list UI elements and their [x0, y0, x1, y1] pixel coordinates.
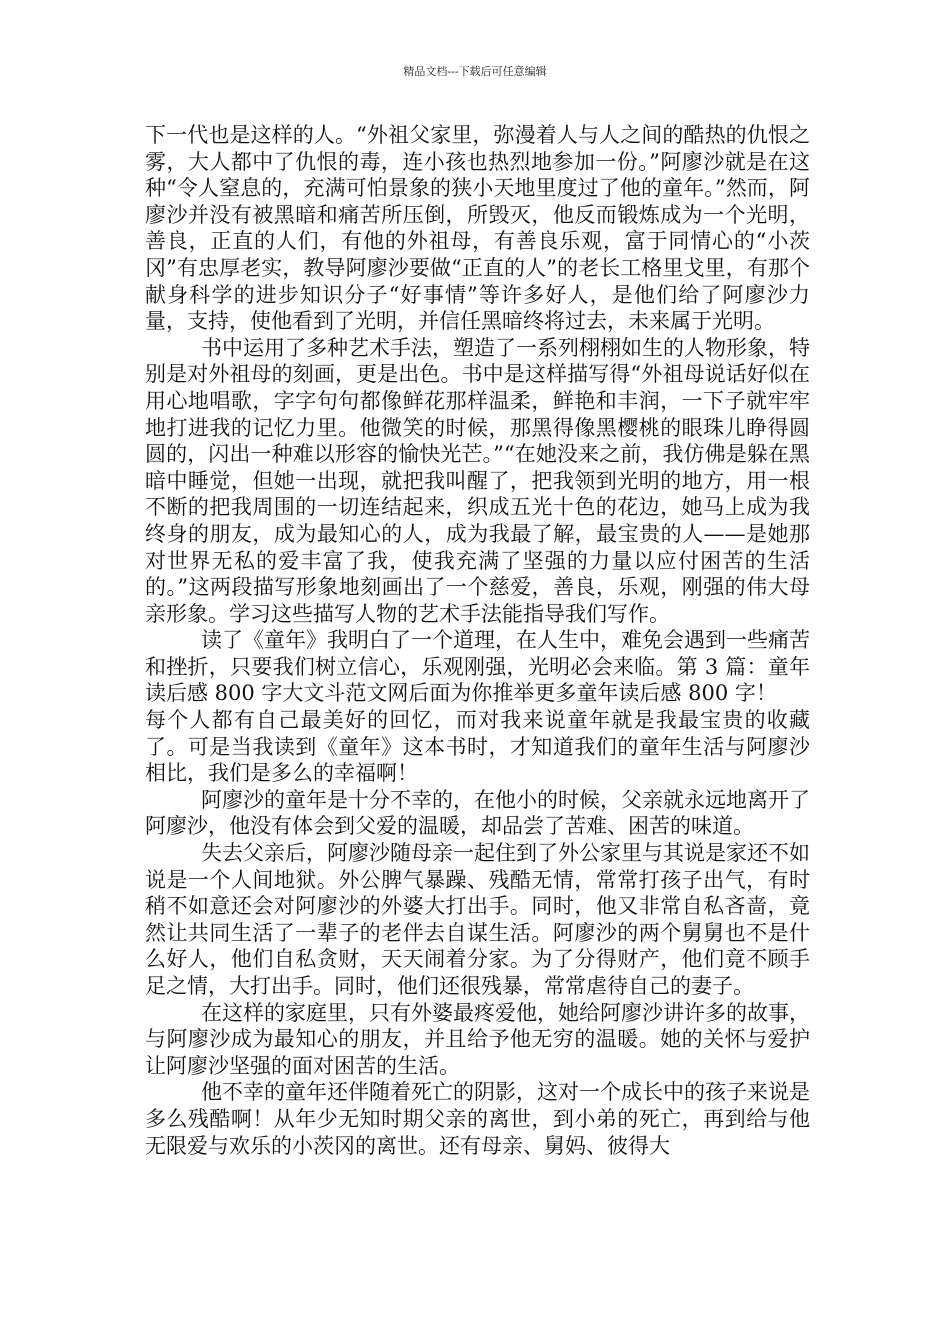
- document-body: [145, 122, 810, 1159]
- paragraph-5: 阿廖沙的童年是十分不幸的，在他小的时候，父亲就永远地离开了阿廖沙，他没有体会到父爱的温暖，却品尝了苦难、困苦的味道。: [145, 787, 810, 839]
- paragraph-1: 下一代也是这样的人。“外祖父家里，弥漫着人与人之间的酷热的仇恨之雾，大人都中了仇恨的毒，连小孩也热烈地参加一份。”阿廖沙就是在这种“令人窒息的，充满可怕景象的狭小天地里度过了他的童年。”然而，阿廖沙并没有被黑暗和痛苦所压倒，所毁灭，他反而锻炼成为一个光明，善良，正直的人们，有他的外祖母，有善良乐观，富于同情心的“小茨冈”有忠厚老实，教导阿廖沙要做“正直的人”的老长工格里戈里，有那个献身科学的进步知识分子“好事情”等许多好人，是他们给了阿廖沙力量，支持，使他看到了光明，并信任黑暗终将过去，未来属于光明。: [145, 123, 810, 334]
- paragraph-6: 失去父亲后，阿廖沙随母亲一起住到了外公家里与其说是家还不如说是一个人间地狱。外公脾气暴躁、残酷无情，常常打孩子出气，有时稍不如意还会对阿廖沙的外婆大打出手。同时，他又非常自私吝啬，竟然让共同生活了一辈子的老伴去自谋生活。阿廖沙的两个舅舅也不是什么好人，他们自私贪财，天天闹着分家。为了分得财产，他们竟不顾手足之情，大打出手。同时，他们还很残暴，常常虐待自己的妻子。: [145, 841, 810, 998]
- page-header: 精品文档---下载后可任意编辑: [403, 65, 547, 78]
- paragraph-4: 每个人都有自己最美好的回忆，而对我来说童年就是我最宝贵的收藏了。可是当我读到《童年》这本书时，才知道我们的童年生活与阿廖沙相比，我们是多么的幸福啊！: [145, 708, 810, 786]
- paragraph-3: 读了《童年》我明白了一个道理，在人生中，难免会遇到一些痛苦和挫折，只要我们树立信心，乐观刚强，光明必会来临。第 3 篇：童年读后感 800 字大文斗范文网后面为你推举更多童年读后感 800 字！: [145, 628, 810, 706]
- paragraph-8: 他不幸的童年还伴随着死亡的阴影，这对一个成长中的孩子来说是多么残酷啊！从年少无知时期父亲的离世，到小弟的死亡，再到给与他无限爱与欢乐的小茨冈的离世。还有母亲、舅妈、彼得大: [145, 1080, 810, 1158]
- paragraph-7: 在这样的家庭里，只有外婆最疼爱他，她给阿廖沙讲许多的故事，与阿廖沙成为最知心的朋友，并且给予他无穷的温暖。她的关怀与爱护让阿廖沙坚强的面对困苦的生活。: [145, 1000, 810, 1078]
- paragraph-2: 书中运用了多种艺术手法，塑造了一系列栩栩如生的人物形象，特别是对外祖母的刻画，更是出色。书中是这样描写得“外祖母说话好似在用心地唱歌，字字句句都像鲜花那样温柔，鲜艳和丰润，一下子就牢牢地打进我的记忆力里。他微笑的时候，那黑得像黑樱桃的眼珠儿睁得圆圆的，闪出一种难以形容的愉快光芒。”“在她没来之前，我仿佛是躲在黑暗中睡觉，但她一出现，就把我叫醒了，把我领到光明的地方，用一根不断的把我周围的一切连结起来，织成五光十色的花边，她马上成为我终身的朋友，成为最知心的人，成为我最了解，最宝贵的人——是她那对世界无私的爱丰富了我，使我充满了坚强的力量以应付困苦的生活的。”这两段描写形象地刻画出了一个慈爱，善良，乐观，刚强的伟大母亲形象。学习这些描写人物的艺术手法能指导我们写作。: [145, 335, 810, 626]
